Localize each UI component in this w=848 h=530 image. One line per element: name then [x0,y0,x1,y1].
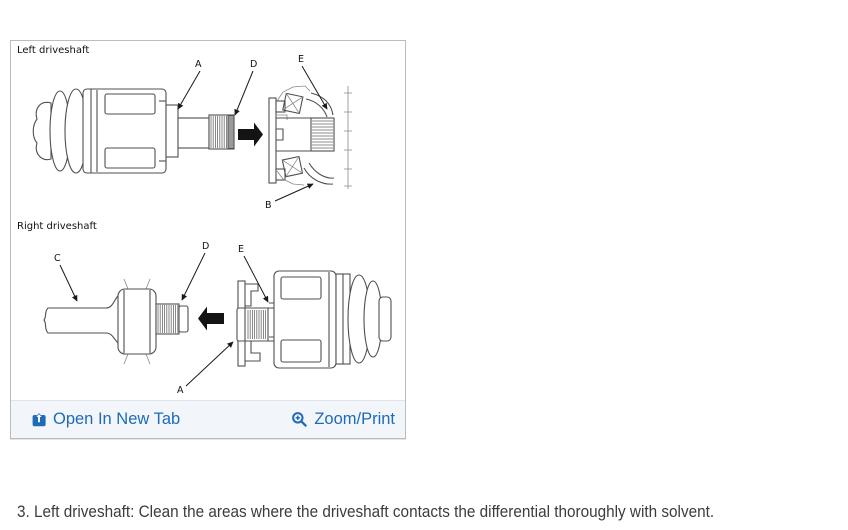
driveshaft-diagram-svg [11,41,405,400]
step-instruction-text: 3. Left driveshaft: Clean the areas where the driveshaft contacts the differential thoroughly with solvent. [17,502,715,521]
zoom-print-label: Zoom/Print [314,410,395,428]
insert-direction-arrow-right [198,307,224,331]
diagram-toolbar [11,400,405,438]
open-in-new-tab-label: Open In New Tab [53,410,181,428]
left-boot [33,89,87,173]
open-in-new-tab-icon [31,412,47,428]
right-spline [156,304,188,334]
left-joint-housing [83,89,166,173]
right-damper [118,279,156,364]
right-outer-joint [237,271,391,368]
diagram-panel [10,40,406,439]
open-in-new-tab-link[interactable] [31,410,180,429]
driveshaft-diagram [11,41,405,400]
right-driveshaft-title: Right driveshaft [17,221,97,232]
differential-section [269,86,352,189]
callout-c-right: C [54,253,61,264]
left-driveshaft-title: Left driveshaft [17,45,90,56]
callout-d-right: D [202,241,210,252]
insert-direction-arrow-left [238,123,263,147]
callout-e-right: E [238,244,245,255]
zoom-print-link[interactable] [291,410,395,429]
callout-a-right: A [177,385,184,396]
right-shaft [44,292,122,346]
left-stub-shaft [166,105,234,157]
callout-d-left: D [250,59,258,70]
callout-e-left: E [298,54,305,65]
zoom-print-icon [291,411,308,428]
callout-b-left: B [265,200,272,211]
callout-a-left: A [195,59,202,70]
